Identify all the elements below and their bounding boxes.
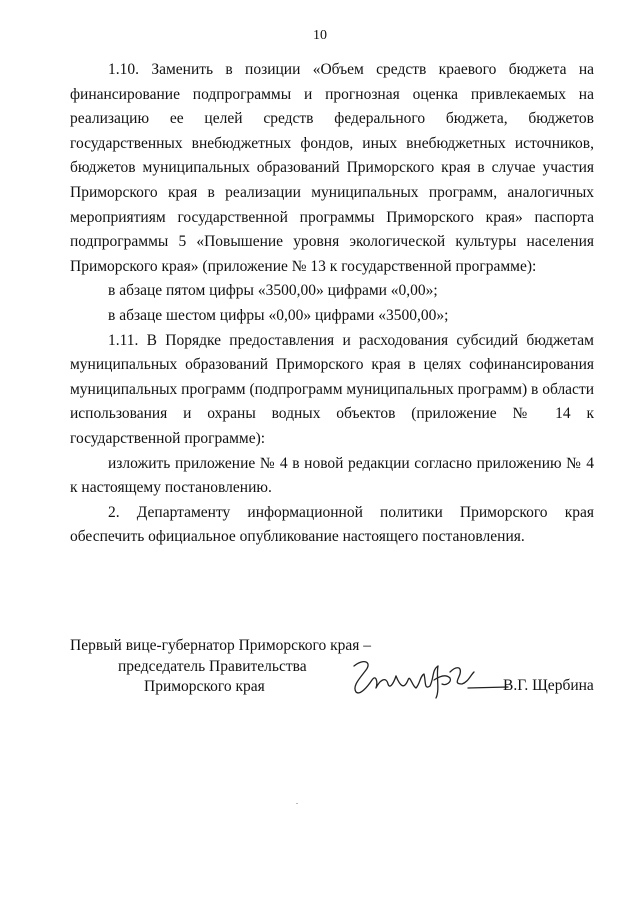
paragraph-1-10: 1.10. Заменить в позиции «Объем средств краевого бюджета на финансирование подпрограммы и прогнозная оценка привлекаемых на реализацию ее целей средств федерального бюджета, бюджетов государственных внебюджетных фондов, иных внебюджетных источников, бюджетов муниципальных образований Приморского края в случае участия Приморского края в реализации муниципальных программ, аналогичных мероприятиям государственной программы Приморского края» паспорта подпрограммы 5 «Повышение уровня экологической культуры населения Приморского края» (приложение № 13 к государственной программе): xyxy=(70,61,594,275)
signatory-title xyxy=(70,636,371,698)
paragraph-1-11: 1.11. В Порядке предоставления и расходования субсидий бюджетам муниципальных образований Приморского края в целях софинансирования муниципальных программ (подпрограмм муниципальных программ) в области использования и охраны водных объектов (приложение № 14 к государственной программе): xyxy=(70,331,595,447)
signatory-title-line3: Приморского края xyxy=(144,678,265,695)
paragraph-abzac-5: в абзаце пятом цифры «3500,00» цифрами «0,00»; xyxy=(108,282,438,300)
paragraph-2: 2. Департаменту информационной политики Приморского края обеспечить официальное опубликование настоящего постановления. xyxy=(70,503,594,546)
signatory-title-line2: председатель Правительства xyxy=(118,657,307,675)
paragraph-abzac-6: в абзаце шестом цифры «0,00» цифрами «3500,00»; xyxy=(108,306,449,324)
handwritten-signature xyxy=(350,656,510,700)
scan-speck xyxy=(296,803,298,804)
signatory-title-line1: Первый вице-губернатор Приморского края – xyxy=(70,637,372,654)
document-body xyxy=(70,58,594,550)
signer-name: В.Г. Щербина xyxy=(503,677,594,694)
paragraph-prilozhenie: изложить приложение № 4 в новой редакции согласно приложению № 4 к настоящему постановлению. xyxy=(70,454,594,497)
page-number: 10 xyxy=(313,28,327,43)
